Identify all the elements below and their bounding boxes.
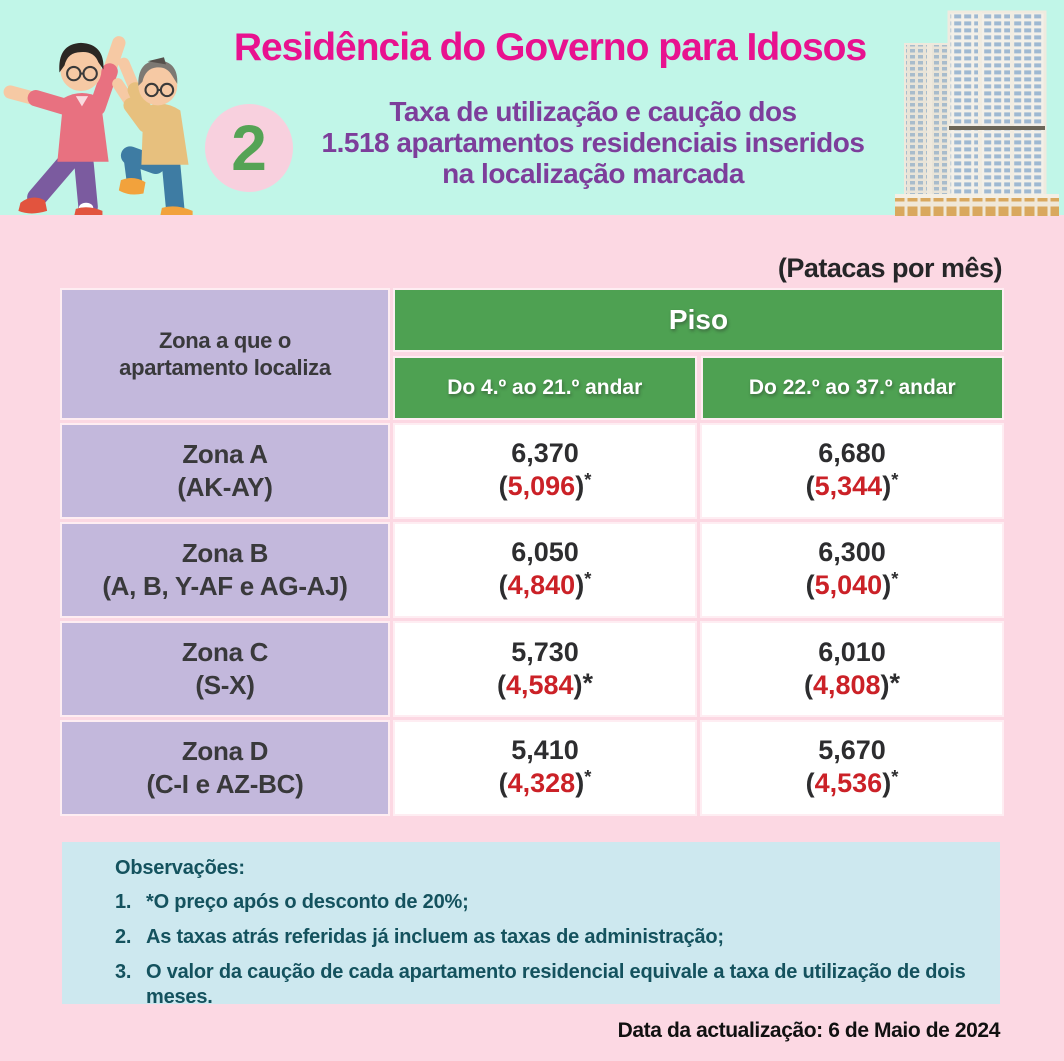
discount-asterisk: * (891, 468, 899, 490)
discount-value: (5,344)* (805, 468, 899, 501)
observation-number: 1. (115, 891, 132, 913)
discount-value: (4,536)* (805, 765, 899, 798)
observation-item-2 (115, 925, 980, 950)
column-header-floors-4-21: Do 4.º ao 21.º andar (395, 358, 695, 418)
table-row-zona-b (62, 524, 1002, 616)
zone-label-cell (62, 425, 388, 517)
price-cell (702, 524, 1002, 616)
table-header-row (62, 290, 1002, 418)
price-cell (395, 524, 695, 616)
page-title: Residência do Governo para Idosos (233, 26, 867, 69)
discount-asterisk: * (584, 765, 592, 787)
corner-header-line-2: apartamento localiza (119, 355, 331, 380)
zone-name: Zona A (182, 439, 268, 469)
discount-asterisk: * (584, 567, 592, 589)
zone-name: Zona C (181, 637, 269, 667)
observation-text: *O preço após o desconto de 20%; (146, 891, 469, 913)
price-cell (395, 722, 695, 814)
zone-codes: (AK-AY) (177, 472, 273, 502)
price-value: 5,410 (511, 735, 579, 765)
discount-value: (5,096)* (498, 468, 592, 501)
elderly-man-figure (118, 57, 193, 215)
table-row-zona-d (62, 722, 1002, 814)
observation-number: 3. (115, 961, 132, 983)
discount-value: (4,328)* (498, 765, 592, 798)
residence-building-icon (893, 6, 1061, 216)
observation-text: As taxas atrás referidas já incluem as taxas de administração; (146, 926, 724, 948)
discount-value: (4,840)* (498, 567, 592, 600)
discount-asterisk: * (584, 468, 592, 490)
subtitle-line-1: Taxa de utilização e caução dos (389, 96, 797, 127)
observations-panel (62, 842, 1000, 1008)
table-row-zona-a (62, 425, 1002, 517)
price-value: 6,050 (511, 537, 579, 567)
observation-item-1 (115, 890, 980, 915)
floor-header-group (395, 290, 1002, 418)
discount-asterisk: * (889, 668, 901, 698)
observations-title: Observações: (115, 857, 245, 879)
floor-range-headers (395, 358, 1002, 418)
price-value: 5,730 (511, 637, 579, 667)
discount-value: (4,808)* (803, 668, 901, 700)
discount-asterisk: * (891, 765, 899, 787)
discount-asterisk: * (891, 567, 899, 589)
discount-value: (5,040)* (805, 567, 899, 600)
discount-asterisk: * (582, 668, 594, 698)
step-number-badge (205, 104, 293, 192)
price-cell (702, 425, 1002, 517)
price-table (62, 290, 1002, 814)
zone-label-cell (62, 722, 388, 814)
discount-value: (4,584)* (496, 668, 594, 700)
price-value: 5,670 (818, 735, 886, 765)
zone-name: Zona B (181, 538, 269, 568)
header-banner (0, 0, 1064, 215)
corner-header-line-1: Zona a que o (158, 328, 292, 353)
price-cell (395, 623, 695, 715)
observation-text: O valor da caução de cada apartamento residencial equivale a taxa de utilização de dois meses. (146, 961, 966, 1008)
subtitle-line-3: na localização marcada (442, 158, 744, 189)
price-cell (395, 425, 695, 517)
price-cell (702, 623, 1002, 715)
price-value: 6,010 (818, 637, 886, 667)
zone-label-cell (62, 623, 388, 715)
zone-name: Zona D (181, 736, 269, 766)
unit-label: (Patacas por mês) (777, 253, 1002, 283)
subtitle-line-2: 1.518 apartamentos residenciais inseridos (321, 127, 865, 158)
subtitle-block (203, 96, 903, 196)
zone-codes: (S-X) (195, 670, 255, 700)
price-value: 6,370 (511, 438, 579, 468)
observation-number: 2. (115, 926, 132, 948)
column-header-floors-22-37: Do 22.º ao 37.º andar (703, 358, 1003, 418)
price-cell (702, 722, 1002, 814)
zone-codes: (C-I e AZ-BC) (146, 769, 304, 799)
step-number: 2 (231, 112, 267, 184)
price-value: 6,300 (818, 537, 886, 567)
update-date-label: Data da actualização: 6 de Maio de 2024 (617, 1019, 1000, 1042)
zone-codes: (A, B, Y-AF e AG-AJ) (102, 571, 348, 601)
elderly-woman-figure (10, 43, 119, 215)
corner-header-cell (62, 290, 388, 418)
piso-header-label: Piso (668, 304, 729, 335)
piso-header-cell (395, 290, 1002, 350)
dancing-elderly-couple-icon (2, 8, 207, 215)
page-subtitle (293, 96, 893, 189)
zone-label-cell (62, 524, 388, 616)
observation-item-3 (115, 960, 980, 1010)
table-row-zona-c (62, 623, 1002, 715)
price-value: 6,680 (818, 438, 886, 468)
